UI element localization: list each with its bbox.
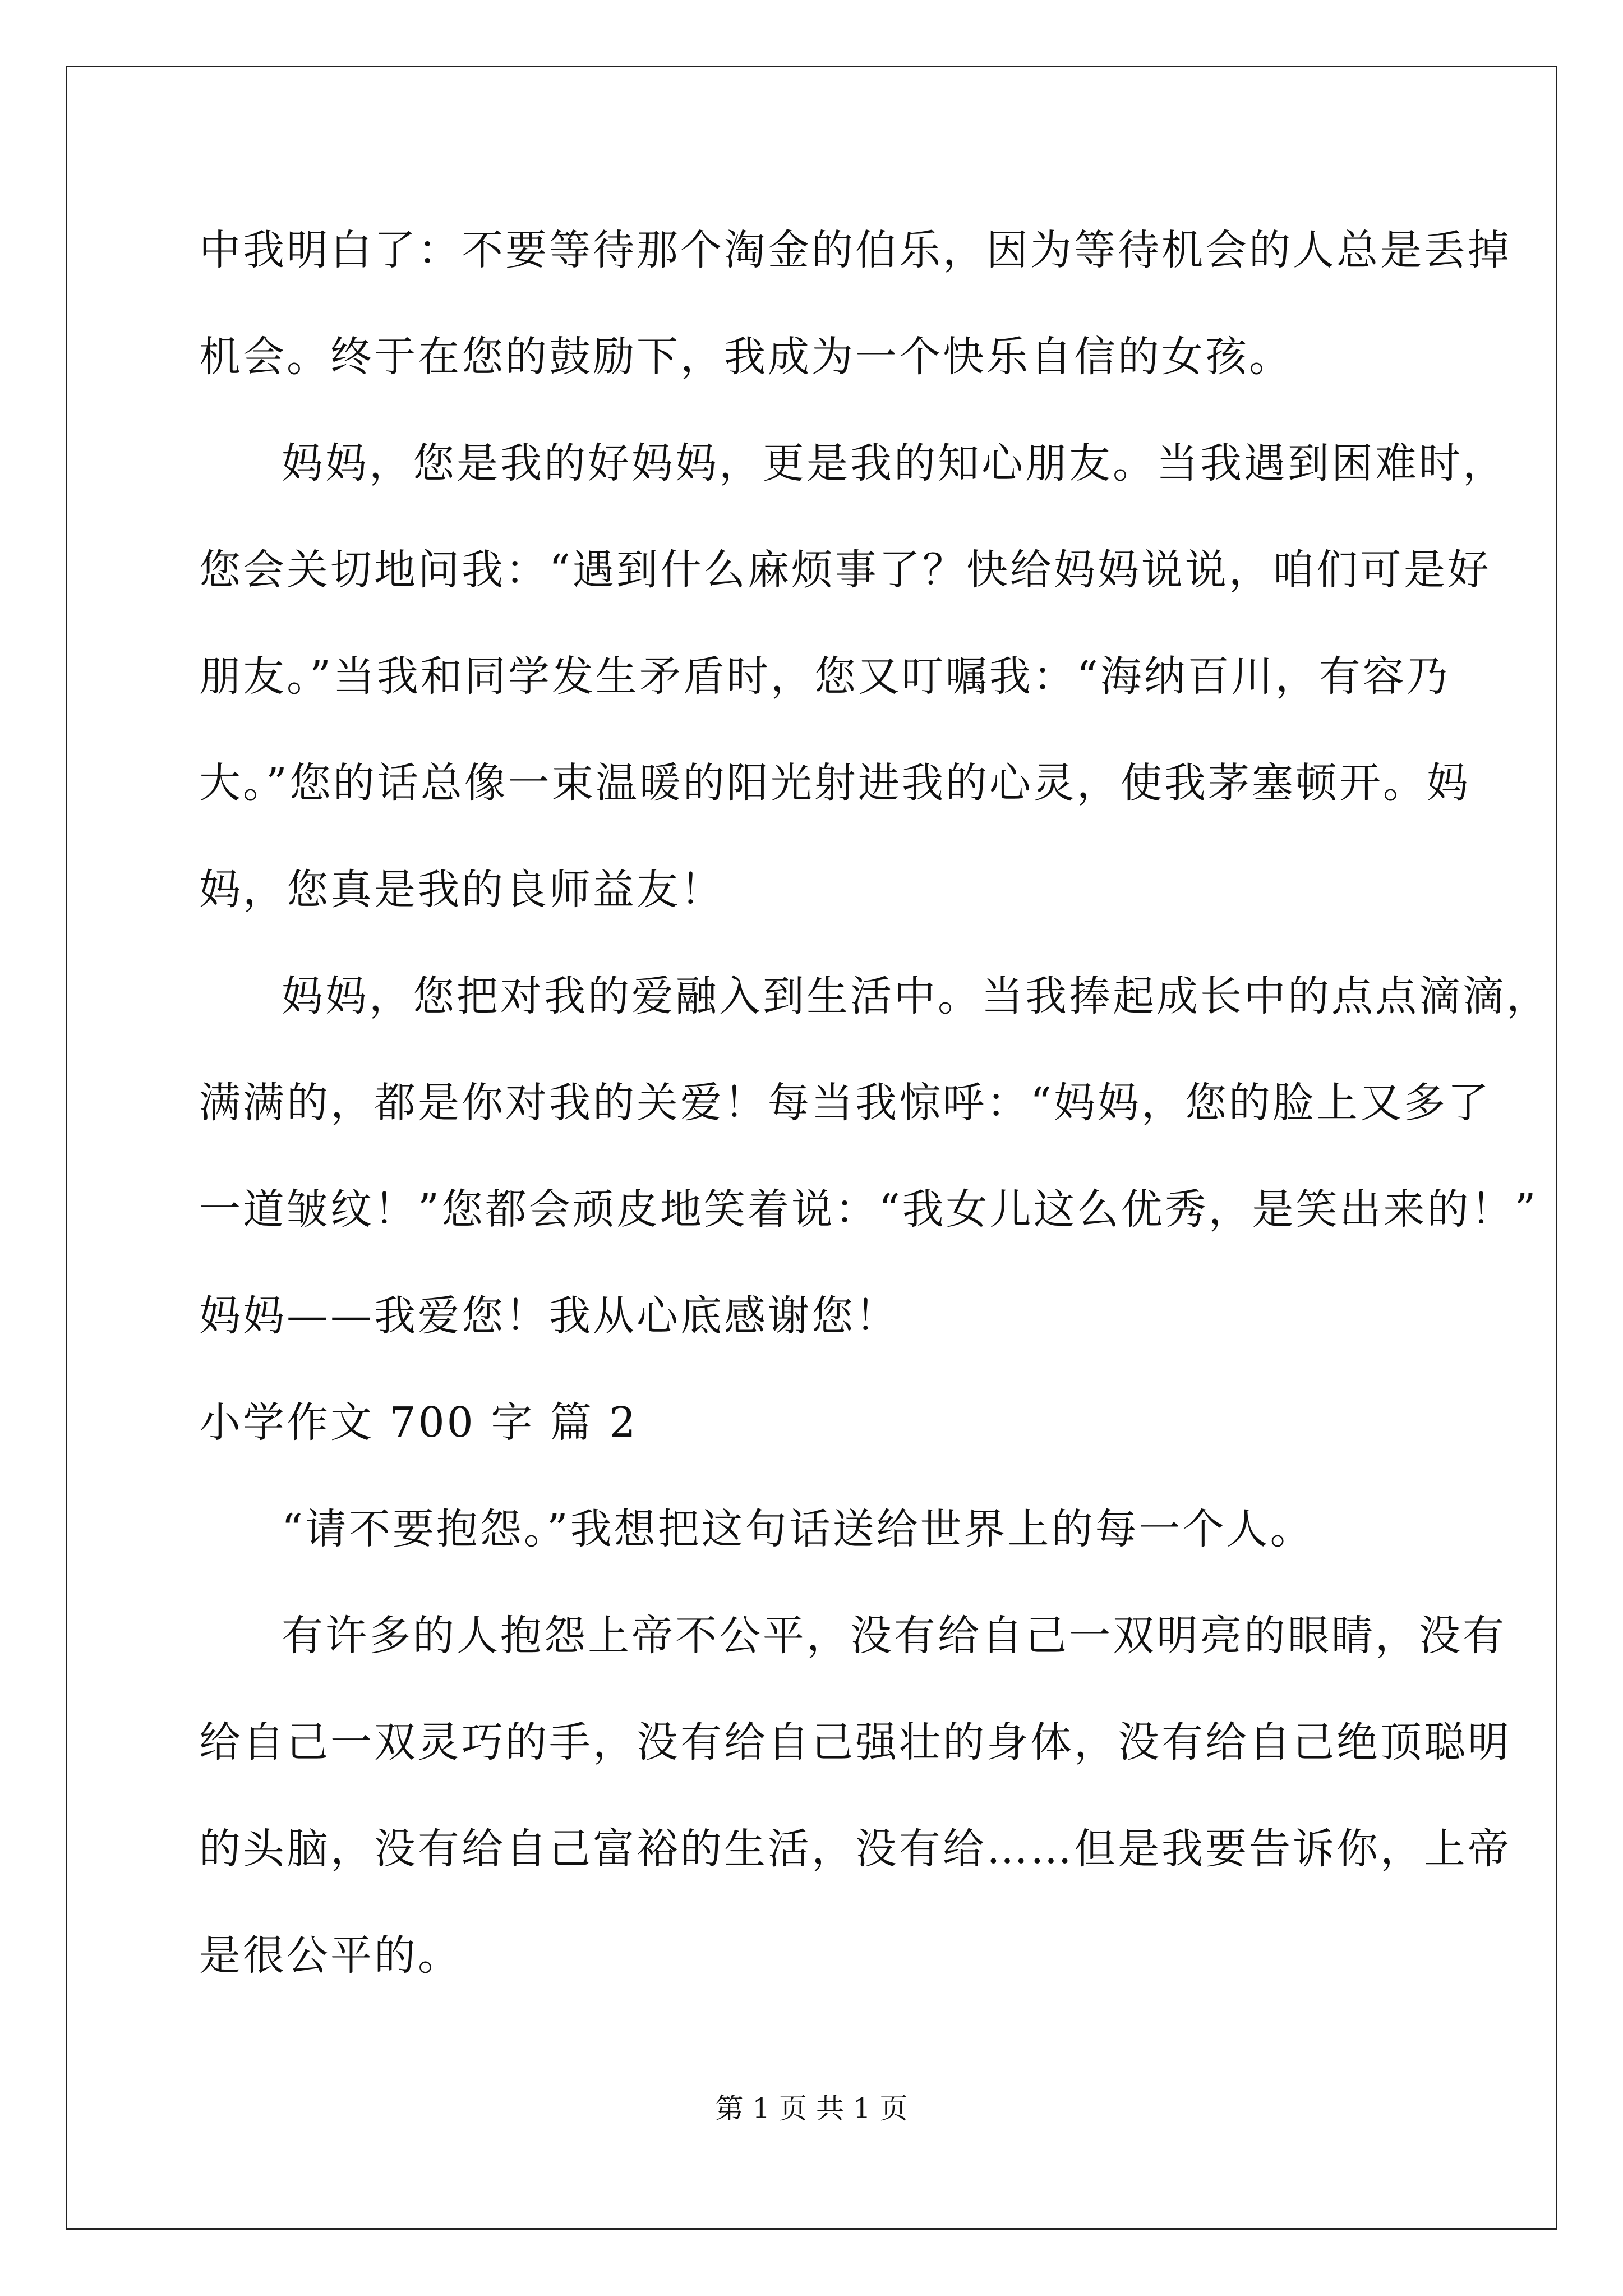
paragraph-line: 满满的，都是你对我的关爱！每当我惊呼：“妈妈，您的脸上又多了 xyxy=(199,1079,1491,1127)
paragraph-line: 妈妈，您把对我的爱融入到生活中。当我捧起成长中的点点滴滴， xyxy=(282,972,1550,1020)
paragraph-line: 有许多的人抱怨上帝不公平，没有给自己一双明亮的眼睛，没有 xyxy=(282,1612,1506,1660)
paragraph-line: 妈，您真是我的良师益友！ xyxy=(199,866,724,914)
paragraph-line: 是很公平的。 xyxy=(199,1931,462,1980)
paragraph-line: “请不要抱怨。”我想把这句话送给世界上的每一个人。 xyxy=(282,1505,1314,1553)
page-footer: 第 1 页 共 1 页 xyxy=(715,2092,908,2125)
paragraph-line: 妈妈——我爱您！我从心底感谢您！ xyxy=(199,1292,899,1340)
paragraph-line: 中我明白了：不要等待那个淘金的伯乐，因为等待机会的人总是丢掉 xyxy=(199,226,1511,274)
paragraph-line: 妈妈，您是我的好妈妈，更是我的知心朋友。当我遇到困难时， xyxy=(282,439,1506,487)
paragraph-line: 机会。终于在您的鼓励下，我成为一个快乐自信的女孩。 xyxy=(199,333,1293,381)
paragraph-line: 您会关切地问我：“遇到什么麻烦事了？快给妈妈说说，咱们可是好 xyxy=(199,546,1491,594)
paragraph-line: 朋友。”当我和同学发生矛盾时，您又叮嘱我：“海纳百川，有容乃 xyxy=(199,652,1450,701)
paragraph-line: 给自己一双灵巧的手，没有给自己强壮的身体，没有给自己绝顶聪明 xyxy=(199,1718,1511,1766)
paragraph-line: 大。”您的话总像一束温暖的阳光射进我的心灵，使我茅塞顿开。妈 xyxy=(199,759,1470,807)
paragraph-line: 一道皱纹！”您都会顽皮地笑着说：“我女儿这么优秀，是笑出来的！” xyxy=(199,1185,1538,1234)
section-heading: 小学作文 700 字 篇 2 xyxy=(199,1398,638,1447)
paragraph-line: 的头脑，没有给自己富裕的生活，没有给……但是我要告诉你，上帝 xyxy=(199,1825,1511,1873)
